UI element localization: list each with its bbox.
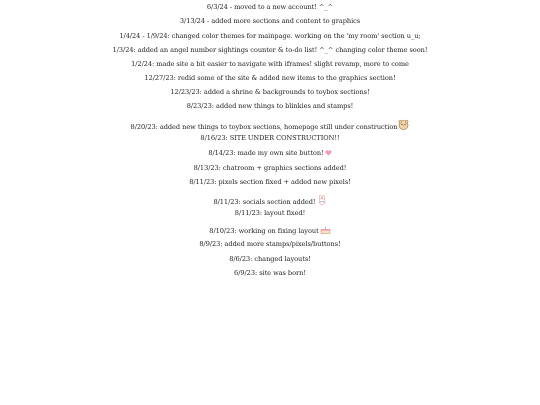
update-entry — [0, 209, 540, 218]
update-entry — [0, 226, 540, 236]
update-text: 8/11/23: pixels section fixed + added new pixels! — [189, 177, 351, 186]
update-text: 8/10/23: working on fixing layout — [209, 226, 319, 235]
heart-icon — [325, 150, 332, 156]
update-text: 6/9/23: site was born! — [234, 268, 306, 277]
update-entry — [0, 269, 540, 278]
update-text: 8/11/23: layout fixed! — [234, 208, 306, 217]
update-entry — [0, 74, 540, 83]
update-entry — [0, 149, 540, 158]
update-entry — [0, 60, 540, 69]
update-entry — [0, 178, 540, 187]
update-text: 8/23/23: added new things to blinkies and stamps! — [186, 101, 354, 110]
update-entry — [0, 3, 540, 12]
update-entry — [0, 119, 540, 132]
update-entry — [0, 240, 540, 249]
update-text: 8/11/23: socials section added! — [213, 197, 316, 206]
update-entry — [0, 88, 540, 97]
update-text: 12/27/23: redid some of the site & added new items to the graphics section! — [144, 73, 396, 82]
update-entry — [0, 164, 540, 173]
hamster-icon — [398, 119, 409, 130]
bunny-icon — [317, 195, 327, 205]
update-entry — [0, 46, 540, 55]
update-text: 8/14/23: made my own site button! — [208, 148, 324, 157]
update-entry — [0, 134, 540, 143]
update-text: 6/3/24 - moved to a new account! ^_^ — [206, 2, 334, 11]
update-text: 8/13/23: chatroom + graphics sections added! — [193, 163, 347, 172]
update-text: 1/2/24: made site a bit easier to navigate with iframes! slight revamp, more to come — [131, 59, 409, 68]
update-text: 8/16/23: SITE UNDER CONSTRUCTION!! — [200, 133, 340, 142]
update-text: 1/3/24: added an angel number sightings counter & to-do list! ^_^ changing color theme soon! — [112, 45, 428, 54]
update-text: 3/13/24 - added more sections and content to graphics — [179, 16, 361, 25]
update-entry — [0, 255, 540, 264]
update-text: 8/9/23: added more stamps/pixels/buttons! — [199, 239, 341, 248]
update-entry — [0, 17, 540, 26]
update-text: 8/20/23: added new things to toybox sections, homepage still under construction — [130, 122, 398, 131]
update-text: 1/4/24 - 1/9/24: changed color themes for mainpage. working on the 'my room' section u_u; — [119, 31, 421, 40]
update-entry — [0, 32, 540, 41]
update-entry — [0, 195, 540, 207]
update-entry — [0, 102, 540, 111]
update-text: 12/23/23: added a shrine & backgrounds to toybox sections! — [170, 87, 370, 96]
cake-icon — [320, 226, 331, 234]
update-text: 8/6/23: changed layouts! — [229, 254, 311, 263]
